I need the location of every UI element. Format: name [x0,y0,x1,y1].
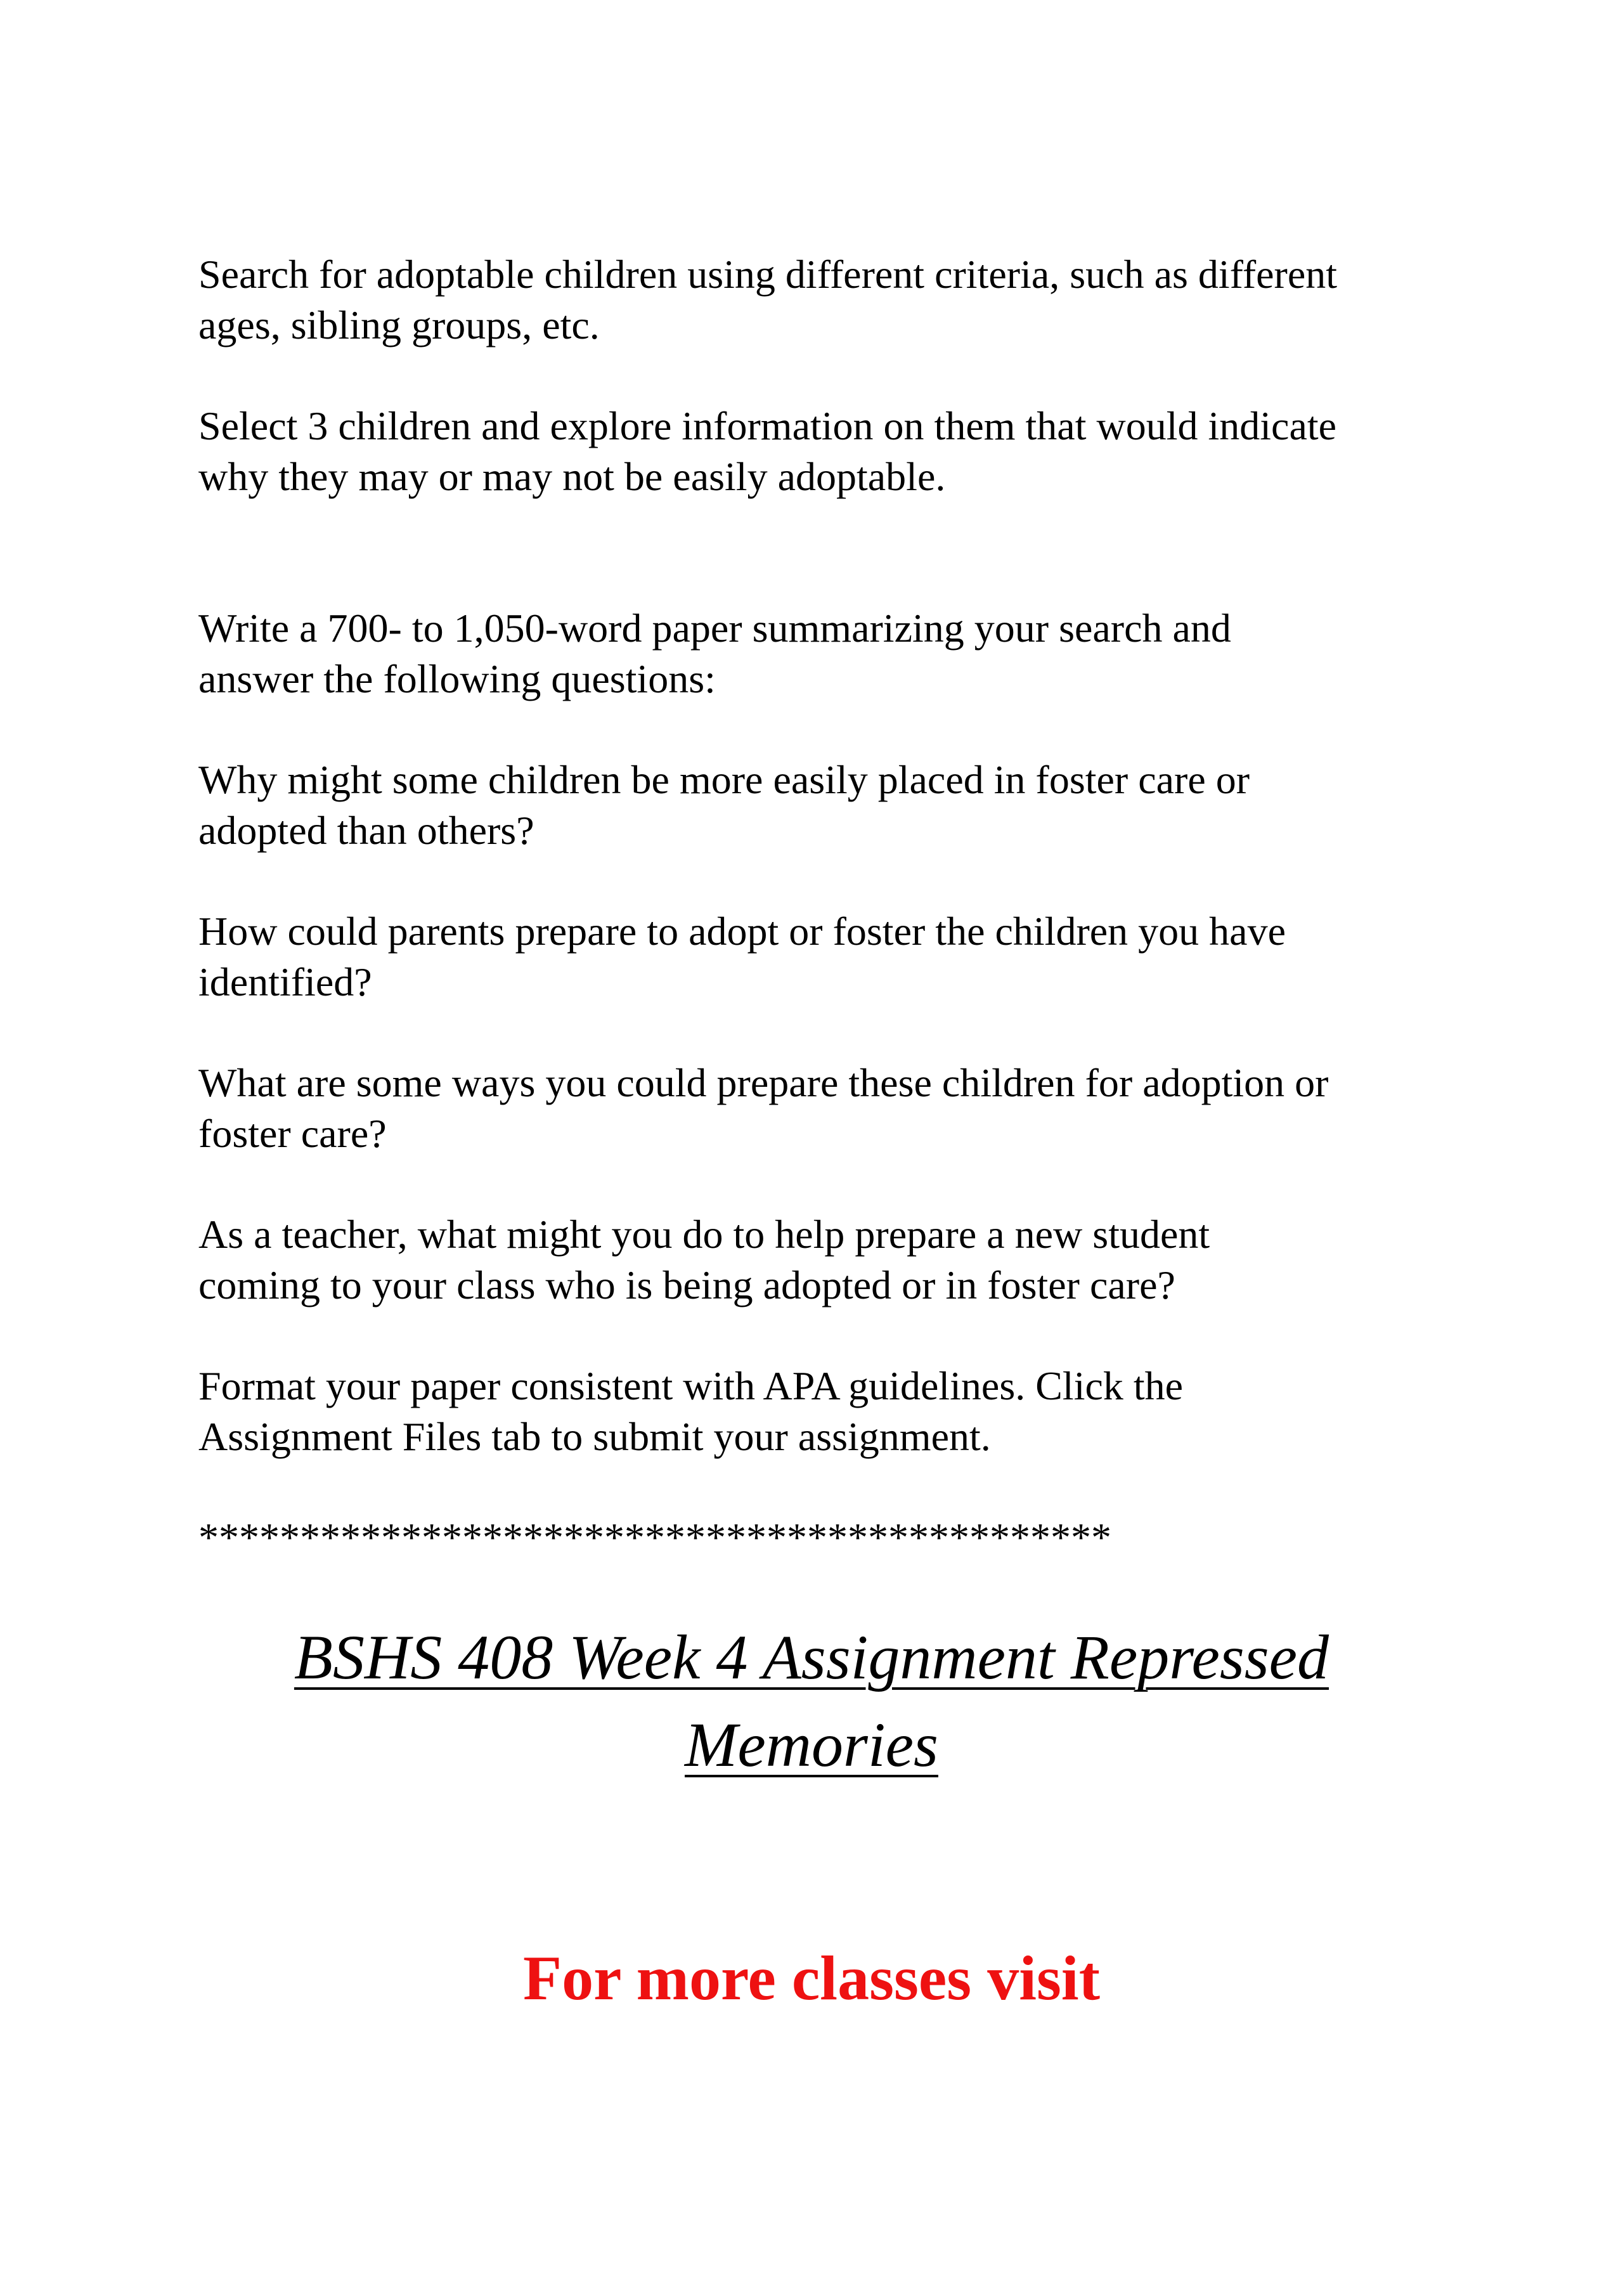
assignment-heading [0,1614,1623,1701]
question-placement: Why might some children be more easily placed in foster care or adopted than others? [198,757,1250,853]
paragraph-search-criteria: Search for adoptable children using different criteria, such as different ages, sibling groups, etc. [198,252,1338,347]
question-parents-prepare: How could parents prepare to adopt or foster the children you have identified? [198,909,1286,1004]
paragraph-select-children: Select 3 children and explore information on them that would indicate why they may or may not be easily adoptable. [198,403,1337,499]
paragraph-format-instructions: Format your paper consistent with APA guidelines. Click the Assignment Files tab to submit your assignment. [198,1363,1184,1459]
question-prepare-children: What are some ways you could prepare these children for adoption or foster care? [198,1060,1329,1156]
asterisk-separator: ********************************************* [198,1515,1111,1560]
promo-text: For more classes visit [522,1943,1100,2013]
assignment-heading-continued [0,1701,1623,1789]
question-teacher: As a teacher, what might you do to help prepare a new student coming to your class who is being adopted or in foster care? [198,1212,1210,1307]
paragraph-write-paper: Write a 700- to 1,050-word paper summarizing your search and answer the following questions: [198,606,1231,701]
assignment-heading-line1: BSHS 408 Week 4 Assignment Repressed [294,1622,1329,1692]
assignment-heading-line2: Memories [685,1709,938,1780]
